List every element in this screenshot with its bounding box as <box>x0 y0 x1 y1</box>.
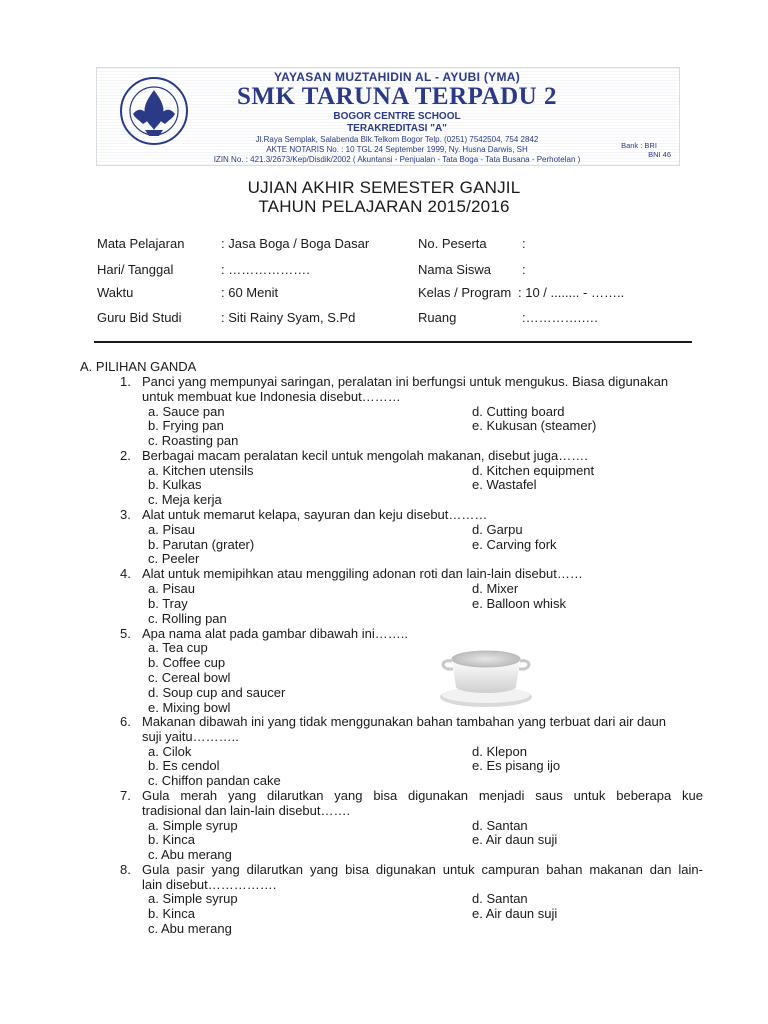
info-value: : 10 / ........ - …….. <box>518 285 625 300</box>
option-b: b. Frying pan <box>148 418 224 433</box>
school-logo-icon <box>119 76 189 146</box>
question-text: Alat untuk memarut kelapa, sayuran dan keju disebut……… <box>142 507 488 522</box>
option-c: c. Peeler <box>148 551 200 566</box>
option-b: b. Kulkas <box>148 477 202 492</box>
info-label: Guru Bid Studi <box>97 310 182 325</box>
section-heading: A. PILIHAN GANDA <box>80 359 197 374</box>
option-e: e. Kukusan (steamer) <box>472 418 597 433</box>
question-number: 4. <box>120 566 131 581</box>
school-subtitle: BOGOR CENTRE SCHOOL <box>333 111 461 122</box>
question-number: 7. <box>120 788 131 803</box>
option-b: b. Tray <box>148 596 188 611</box>
notary-info: AKTE NOTARIS No. : 10 TGL 24 September 1999, Ny. Husna Darwis, SH <box>266 145 528 154</box>
question-text: tradisional dan lain-lain disebut……. <box>142 803 351 818</box>
option-a: a. Kitchen utensils <box>148 463 254 478</box>
academic-year: TAHUN PELAJARAN 2015/2016 <box>258 197 510 216</box>
option-a: a. Cilok <box>148 744 192 759</box>
question-number: 3. <box>120 507 131 522</box>
divider <box>94 341 692 343</box>
option-e: e. Mixing bowl <box>148 700 231 715</box>
option-d: d. Soup cup and saucer <box>148 685 286 700</box>
school-name: SMK TARUNA TERPADU 2 <box>237 83 557 110</box>
option-c: c. Roasting pan <box>148 433 239 448</box>
option-d: d. Santan <box>472 891 528 906</box>
option-c: c. Meja kerja <box>148 492 222 507</box>
option-b: b. Parutan (grater) <box>148 537 255 552</box>
option-d: d. Klepon <box>472 744 527 759</box>
option-b: b. Coffee cup <box>148 655 226 670</box>
soup-cup-image <box>438 645 534 711</box>
question-text: Panci yang mempunyai saringan, peralatan ini berfungsi untuk mengukus. Biasa digunakan <box>142 374 669 389</box>
question-number: 2. <box>120 448 131 463</box>
letterhead <box>96 67 680 166</box>
school-address: Jl.Raya Semplak, Salabenda Blk.Telkom Bogor Telp. (0251) 7542504, 754 2842 <box>255 135 539 144</box>
info-value: : <box>522 262 526 277</box>
option-d: d. Mixer <box>472 581 519 596</box>
question-text: Gula pasir yang dilarutkan yang bisa digunakan untuk campuran bahan makanan dan lain- <box>142 862 703 877</box>
option-e: e. Balloon whisk <box>472 596 566 611</box>
option-a: a. Simple syrup <box>148 891 238 906</box>
question-number: 5. <box>120 626 131 641</box>
bank-1: BRI <box>644 141 657 150</box>
question-text: lain disebut……………. <box>142 877 277 892</box>
option-e: e. Es pisang ijo <box>472 758 561 773</box>
info-value: : Siti Rainy Syam, S.Pd <box>221 310 356 325</box>
question-text: Makanan dibawah ini yang tidak menggunakan bahan tambahan yang terbuat dari air daun <box>142 714 666 729</box>
option-d: d. Santan <box>472 818 528 833</box>
bank-info <box>621 141 671 159</box>
option-c: c. Abu merang <box>148 847 232 862</box>
question-number: 6. <box>120 714 131 729</box>
question-text: Apa nama alat pada gambar dibawah ini…….. <box>142 626 408 641</box>
question-text: Gula merah yang dilarutkan yang bisa digunakan menjadi saus untuk beberapa kue <box>142 788 703 803</box>
info-value: : Jasa Boga / Boga Dasar <box>221 236 370 251</box>
question-number: 8. <box>120 862 131 877</box>
option-a: a. Tea cup <box>148 640 208 655</box>
option-d: d. Kitchen equipment <box>472 463 595 478</box>
bank-2: BNI 46 <box>648 150 671 159</box>
option-e: e. Wastafel <box>472 477 537 492</box>
exam-title: UJIAN AKHIR SEMESTER GANJIL <box>247 178 521 197</box>
option-c: c. Abu merang <box>148 921 232 936</box>
info-label: Hari/ Tanggal <box>97 262 174 277</box>
info-label: No. Peserta <box>418 236 487 251</box>
accreditation: TERAKREDITASI "A" <box>347 123 447 134</box>
info-value: : <box>522 236 526 251</box>
info-value: : ………………. <box>221 262 310 277</box>
option-d: d. Cutting board <box>472 404 565 419</box>
option-b: b. Kinca <box>148 832 195 847</box>
info-label: Waktu <box>97 285 134 300</box>
option-c: c. Chiffon pandan cake <box>148 773 281 788</box>
option-e: e. Air daun suji <box>472 906 558 921</box>
question-number: 1. <box>120 374 131 389</box>
bank-label: Bank : <box>621 141 643 150</box>
info-label: Nama Siswa <box>418 262 491 277</box>
option-a: a. Simple syrup <box>148 818 238 833</box>
info-value: :………….…. <box>522 310 598 325</box>
option-a: a. Sauce pan <box>148 404 225 419</box>
option-b: b. Es cendol <box>148 758 220 773</box>
question-text: untuk membuat kue Indonesia disebut……… <box>142 389 401 404</box>
option-b: b. Kinca <box>148 906 195 921</box>
option-a: a. Pisau <box>148 522 195 537</box>
option-c: c. Cereal bowl <box>148 670 231 685</box>
info-value: : 60 Menit <box>221 285 279 300</box>
option-e: e. Air daun suji <box>472 832 558 847</box>
info-label: Kelas / Program <box>418 285 512 300</box>
permit-info: IZIN No. : 421.3/2673/Kep/Disdik/2002 ( Akuntansi - Penjualan - Tata Boga - Tata Busana - Perhotelan ) <box>213 155 581 164</box>
question-text: Berbagai macam peralatan kecil untuk mengolah makanan, disebut juga……. <box>142 448 588 463</box>
foundation-name: YAYASAN MUZTAHIDIN AL - AYUBI (YMA) <box>273 70 521 84</box>
question-text: suji yaitu……….. <box>142 729 239 744</box>
option-d: d. Garpu <box>472 522 523 537</box>
option-a: a. Pisau <box>148 581 195 596</box>
option-e: e. Carving fork <box>472 537 557 552</box>
option-c: c. Rolling pan <box>148 611 227 626</box>
info-label: Ruang <box>418 310 457 325</box>
info-label: Mata Pelajaran <box>97 236 185 251</box>
question-text: Alat untuk memipihkan atau menggiling adonan roti dan lain-lain disebut…… <box>142 566 583 581</box>
